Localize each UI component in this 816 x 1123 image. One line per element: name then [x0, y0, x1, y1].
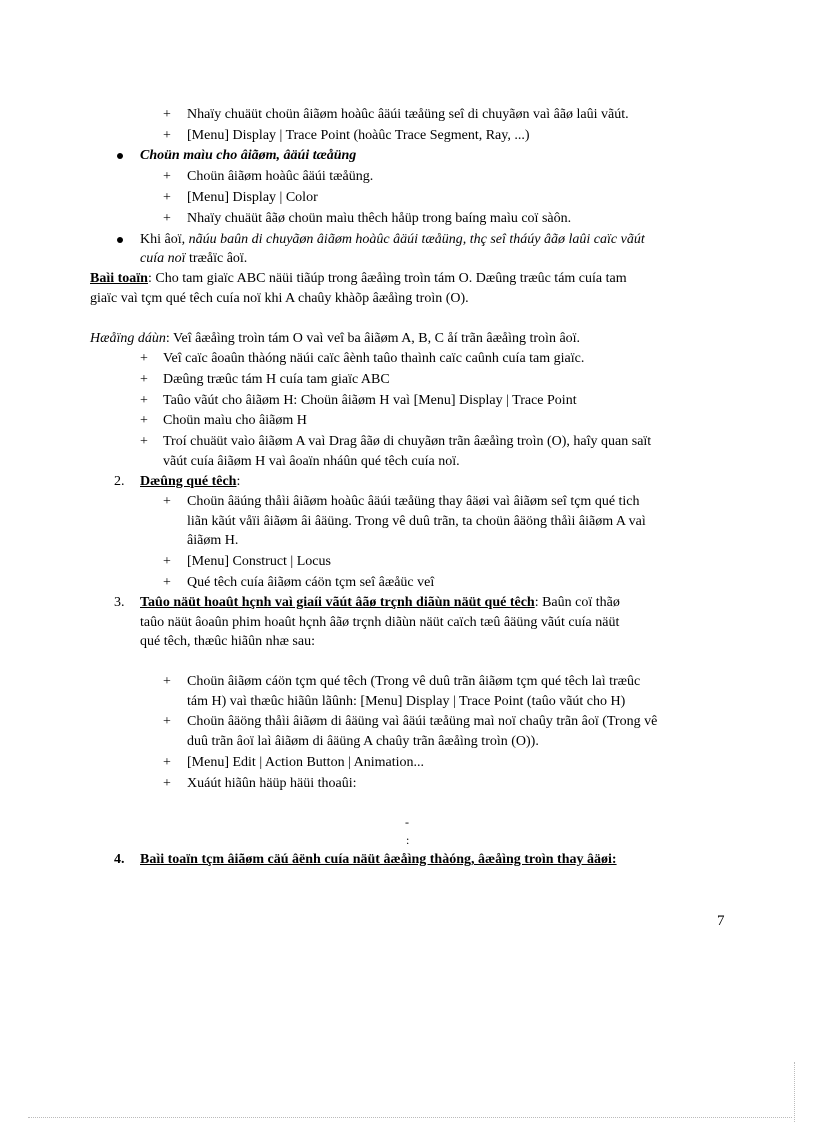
plus-bullet-icon: +: [163, 554, 171, 569]
plus-bullet-icon: +: [140, 393, 148, 408]
list-item: Choün âäöng thåìi âiãøm di âäüng vaì âäúi tæåüng maì noï chaûy trãn âoï (Trong vê: [187, 714, 658, 729]
list-item-cont: vãút cuía âiãøm H vaì âoaïn nháûn qué têch cuía noï.: [163, 454, 460, 469]
section-title-line: [140, 473, 240, 491]
plus-bullet-icon: +: [163, 211, 171, 226]
artifact-dash: -: [405, 815, 409, 829]
guide-label: Hæåïng dáùn: [90, 331, 166, 346]
problem-label: Baìi toaïn: [90, 271, 148, 286]
plus-bullet-icon: +: [163, 755, 171, 770]
section-text: taûo näüt âoaûn phim hoaût hçnh âãø trçnh diãùn näüt caïch tæû âäüng vãút cuía näüt: [140, 615, 620, 630]
list-item-cont: duû trãn âoï laì âiãøm di âäüng A chaûy trãn âæåìng troìn (O)).: [187, 734, 539, 749]
page-border: [28, 1117, 792, 1118]
section-number: 4.: [114, 852, 125, 867]
note-suffix: træåïc âoï.: [189, 251, 248, 266]
section-text: qué têch, thæûc hiãûn nhæ sau:: [140, 634, 315, 649]
section-title: Dæûng qué têch: [140, 474, 237, 489]
list-item: Taûo vãút cho âiãøm H: Choün âiãøm H vaì [Menu] Display | Trace Point: [163, 393, 577, 408]
plus-bullet-icon: +: [140, 372, 148, 387]
section-number: 3.: [114, 595, 125, 610]
plus-bullet-icon: +: [163, 776, 171, 791]
plus-bullet-icon: +: [163, 674, 171, 689]
problem-text: : Cho tam giaïc ABC näüi tiãúp trong âæåìng troìn tám O. Dæûng træûc tám cuía tam: [147, 271, 627, 286]
list-item: Nhaïy chuäüt choün âiãøm hoàûc âäúi tæåüng seî di chuyãøn vaì âãø laûi vãút.: [187, 107, 629, 122]
list-item: Choün âiãøm cáön tçm qué têch (Trong vê duû trãn âiãøm tçm qué têch laì træûc: [187, 674, 641, 689]
guide-line: [90, 330, 580, 348]
note-italic: nãúu baûn di chuyãøn âiãøm hoàûc âäúi tæåüng, thç seî tháúy âãø laûi caïc vãút: [188, 232, 645, 247]
plus-bullet-icon: +: [163, 494, 171, 509]
note-line-2: [140, 250, 247, 268]
guide-text: : Veî âæåìng troìn tám O vaì veî ba âiãøm A, B, C åí trãn âæåìng troìn âoï.: [165, 331, 581, 346]
list-item: Choün maìu cho âiãøm H: [163, 413, 307, 428]
section-title: Taûo näüt hoaût hçnh vaì giaíi vãút âãø trçnh diãùn näüt qué têch: [140, 595, 535, 610]
bullet-icon: [117, 153, 123, 159]
list-item: [Menu] Edit | Action Button | Animation...: [187, 755, 424, 770]
subheading: Choün maìu cho âiãøm, âäúi tæåüng: [140, 148, 357, 163]
plus-bullet-icon: +: [140, 434, 148, 449]
list-item: [Menu] Construct | Locus: [187, 554, 331, 569]
list-item: Choün âäúng thåìi âiãøm hoàûc âäúi tæåüng thay âäøi vaì âiãøm seî tçm qué tich: [187, 494, 640, 509]
page-number: 7: [717, 913, 725, 929]
problem-line-1: [90, 270, 627, 288]
problem-line-2: giaïc vaì tçm qué têch cuía noï khi A chaûy khàõp âæåìng troìn (O).: [90, 291, 469, 306]
plus-bullet-icon: +: [163, 169, 171, 184]
plus-bullet-icon: +: [140, 351, 148, 366]
bullet-icon: [117, 237, 123, 243]
list-item: Choün âiãøm hoàûc âäúi tæåüng.: [187, 169, 374, 184]
page-border: [794, 1062, 795, 1122]
list-item: [Menu] Display | Trace Point (hoàûc Trace Segment, Ray, ...): [187, 128, 530, 143]
list-item: [Menu] Display | Color: [187, 190, 318, 205]
note-line-1: [140, 231, 645, 249]
plus-bullet-icon: +: [163, 107, 171, 122]
plus-bullet-icon: +: [163, 190, 171, 205]
list-item: Troí chuäüt vaìo âiãøm A vaì Drag âãø di chuyãøn trãn âæåìng troìn (O), haîy quan saït: [163, 434, 652, 449]
list-item-cont: tám H) vaì thæûc hiãûn lãûnh: [Menu] Display | Trace Point (taûo vãút cho H): [187, 694, 626, 709]
colon: :: [236, 474, 241, 489]
section-text: : Baûn coï thãø: [534, 595, 620, 610]
section-title: Baìi toaïn tçm âiãøm cäú âënh cuía näüt âæåìng thàóng, âæåìng troìn thay âäøi:: [140, 852, 617, 867]
section-title-line: [140, 594, 620, 612]
plus-bullet-icon: +: [163, 575, 171, 590]
list-item-cont: âiãøm H.: [187, 533, 239, 548]
list-item: Qué têch cuía âiãøm cáön tçm seî âæåüc veî: [187, 575, 435, 590]
list-item: Xuáút hiãûn häüp häüi thoaûi:: [187, 776, 357, 791]
list-item: Dæûng træûc tám H cuía tam giaïc ABC: [163, 372, 390, 387]
plus-bullet-icon: +: [163, 128, 171, 143]
note-prefix: Khi âoï,: [140, 232, 186, 247]
list-item: Veî caïc âoaûn thàóng näúi caïc âènh taûo thaình caïc caûnh cuía tam giaïc.: [163, 351, 585, 366]
section-number: 2.: [114, 474, 125, 489]
artifact-colon: :: [406, 833, 410, 847]
plus-bullet-icon: +: [163, 714, 171, 729]
list-item-cont: liãn kãút våïi âiãøm âi âäüng. Trong vê duû trãn, ta choün âäöng thåìi âiãøm A vaì: [187, 514, 646, 529]
list-item: Nhaïy chuäüt âãø choün maìu thêch håüp trong baíng maìu coï sàôn.: [187, 211, 572, 226]
plus-bullet-icon: +: [140, 413, 148, 428]
note-italic: cuía noï: [140, 251, 186, 266]
